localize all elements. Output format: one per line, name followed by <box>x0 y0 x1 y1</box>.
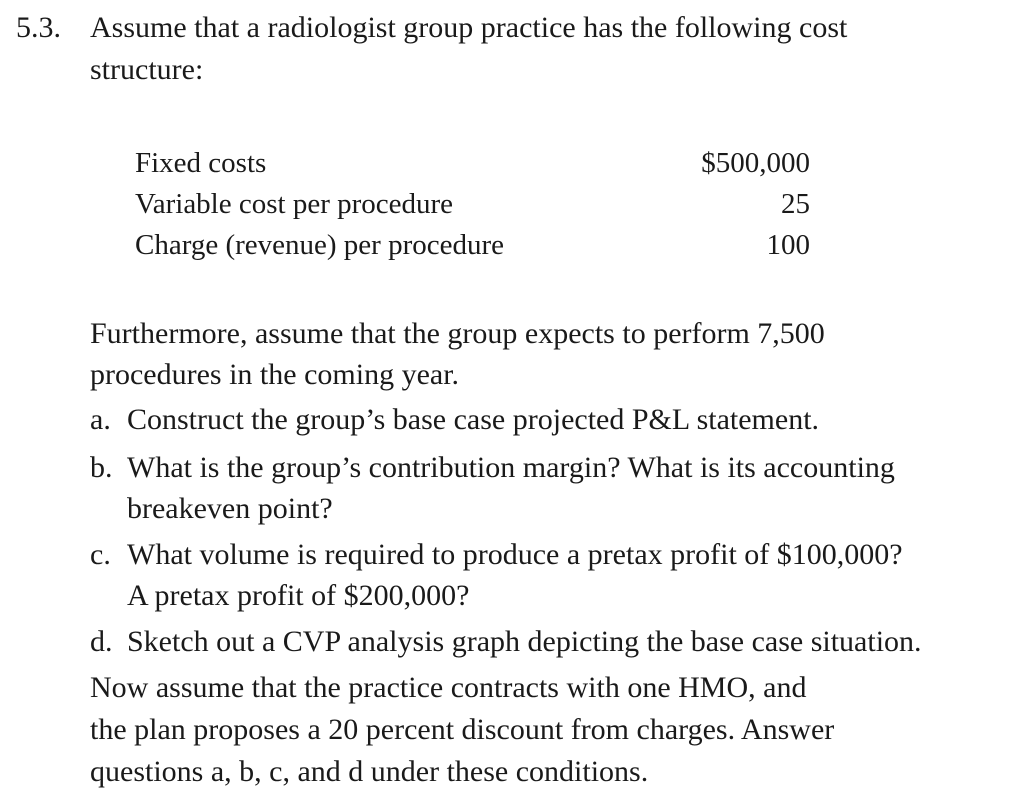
problem-number: 5.3. <box>16 11 61 44</box>
part-c-text-line1: What volume is required to produce a pretax profit of $100,000? <box>127 538 903 571</box>
cost-structure-table <box>135 143 810 266</box>
cost-value: 25 <box>781 188 810 220</box>
table-row <box>135 225 810 266</box>
table-row <box>135 184 810 225</box>
part-b-label: b. <box>90 451 113 484</box>
problem-intro-line2: structure: <box>90 53 204 86</box>
part-a-label: a. <box>90 403 111 436</box>
part-b-text-line1: What is the group’s contribution margin? What is its accounting <box>127 451 895 484</box>
part-d-text: Sketch out a CVP analysis graph depicting the base case situation. <box>127 625 922 658</box>
table-row <box>135 143 810 184</box>
assumption-line2: procedures in the coming year. <box>90 358 460 391</box>
part-c-text-line2: A pretax profit of $200,000? <box>127 579 470 612</box>
followup-line2: the plan proposes a 20 percent discount from charges. Answer <box>90 713 835 746</box>
cost-label: Variable cost per procedure <box>135 188 454 220</box>
cost-value: $500,000 <box>701 147 810 179</box>
cost-label: Fixed costs <box>135 147 267 179</box>
part-d-label: d. <box>90 625 113 658</box>
problem-intro-line1: Assume that a radiologist group practice has the following cost <box>90 11 848 44</box>
followup-line1: Now assume that the practice contracts with one HMO, and <box>90 671 807 704</box>
part-a-text: Construct the group’s base case projected P&L statement. <box>127 403 820 436</box>
cost-label: Charge (revenue) per procedure <box>135 229 505 261</box>
cost-value: 100 <box>766 229 810 261</box>
assumption-line1: Furthermore, assume that the group expects to perform 7,500 <box>90 317 825 350</box>
followup-line3: questions a, b, c, and d under these conditions. <box>90 755 649 788</box>
part-c-label: c. <box>90 538 111 571</box>
part-b-text-line2: breakeven point? <box>127 492 333 525</box>
